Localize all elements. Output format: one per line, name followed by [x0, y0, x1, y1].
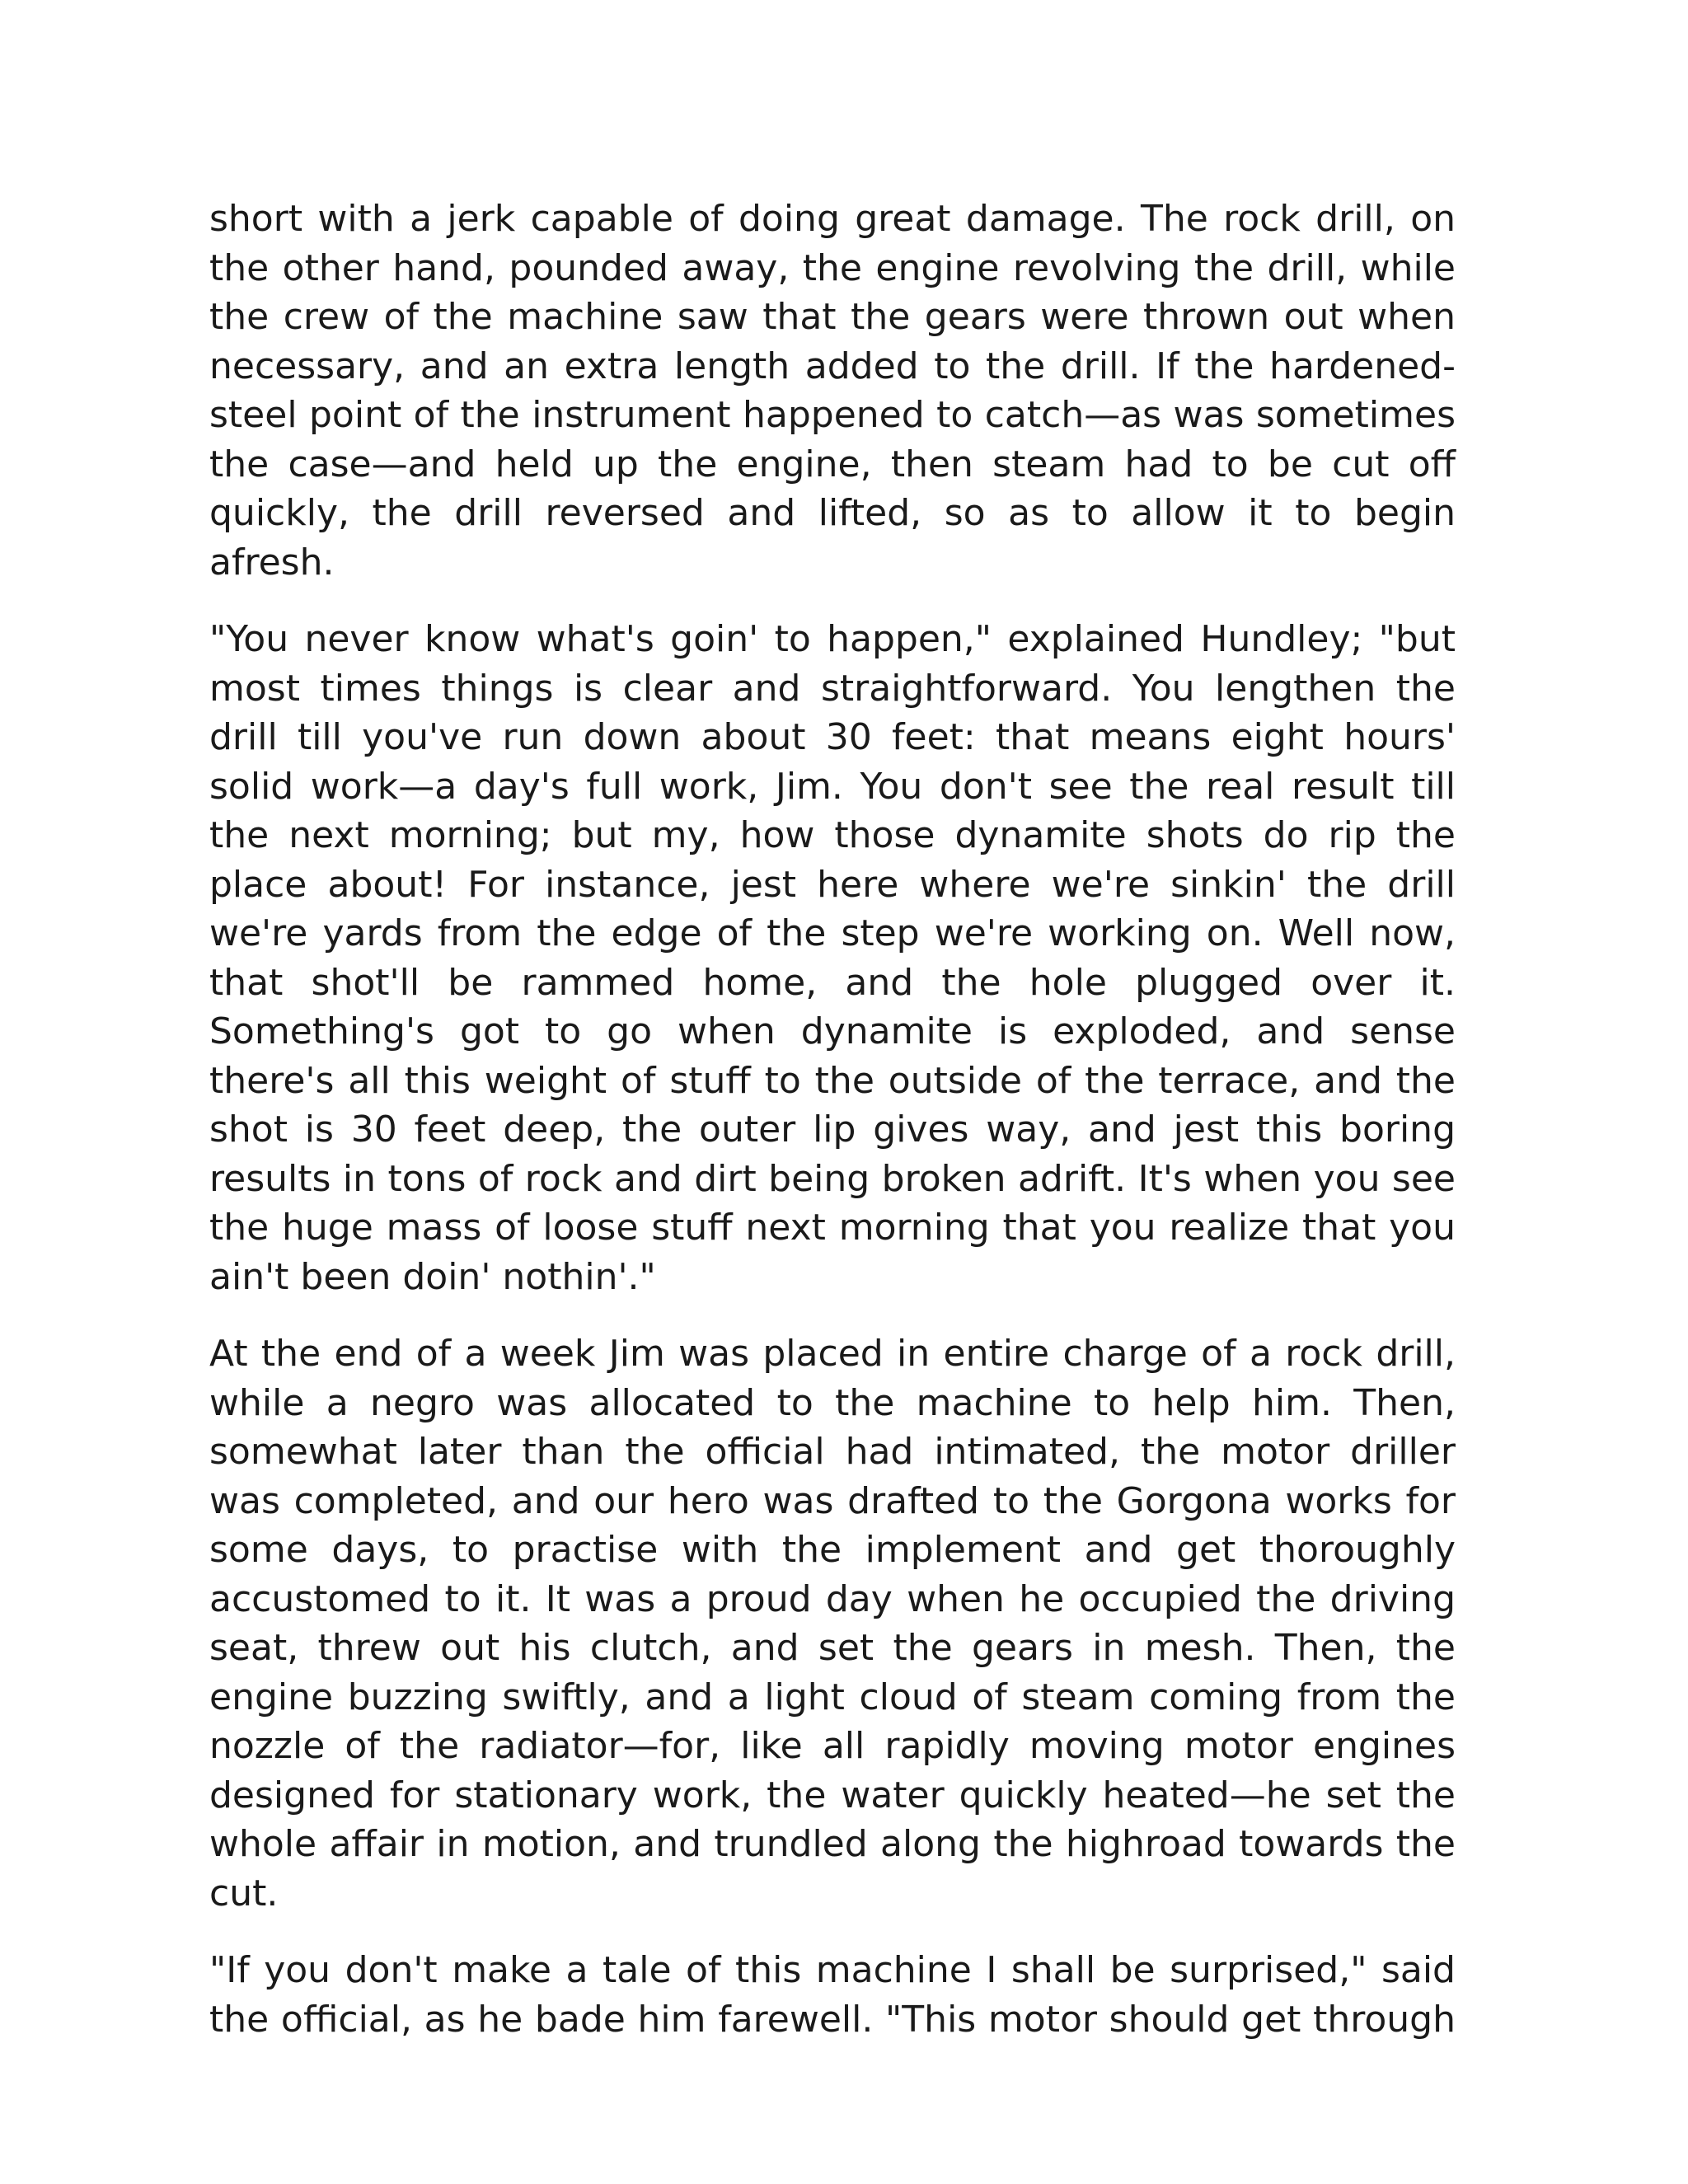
paragraph-3: At the end of a week Jim was placed in entire charge of a rock drill, while a negro was allocated to the machine to help him. Then, somewhat later than the official had intimated, the motor driller was completed, and our hero was drafted to the Gorgona works for some days, to practise with the implement and get thoroughly accustomed to it. It was a proud day when he occupied the driving seat, threw out his clutch, and set the gears in mesh. Then, the engine buzzing swiftly, and a light cloud of steam coming from the nozzle of the radiator—for, like all rapidly moving motor engines designed for stationary work, the water quickly heated—he set the whole affair in motion, and trundled along the highroad towards the cut.	[209, 1333, 1456, 1915]
paragraph-4: "If you don't make a tale of this machine I shall be surprised," said the official, as he bade him farewell. "This motor should get through	[209, 1949, 1456, 2041]
page-body	[209, 194, 1456, 2044]
paragraph-1: short with a jerk capable of doing great damage. The rock drill, on the other hand, pounded away, the engine revolving the drill, while the crew of the machine saw that the gears were thrown out when necessary, and an extra length added to the drill. If the hardened-steel point of the instrument happened to catch—as was sometimes the case—and held up the engine, then steam had to be cut off quickly, the drill reversed and lifted, so as to allow it to begin afresh.	[209, 198, 1456, 583]
paragraph-2: "You never know what's goin' to happen," explained Hundley; "but most times things is clear and straightforward. You lengthen the drill till you've run down about 30 feet: that means eight hours' solid work—a day's full work, Jim. You don't see the real result till the next morning; but my, how those dynamite shots do rip the place about! For instance, jest here where we're sinkin' the drill we're yards from the edge of the step we're working on. Well now, that shot'll be rammed home, and the hole plugged over it. Something's got to go when dynamite is exploded, and sense there's all this weight of stuff to the outside of the terrace, and the shot is 30 feet deep, the outer lip gives way, and jest this boring results in tons of rock and dirt being broken adrift. It's when you see the huge mass of loose stuff next morning that you realize that you ain't been doin' nothin'."	[209, 618, 1456, 1298]
